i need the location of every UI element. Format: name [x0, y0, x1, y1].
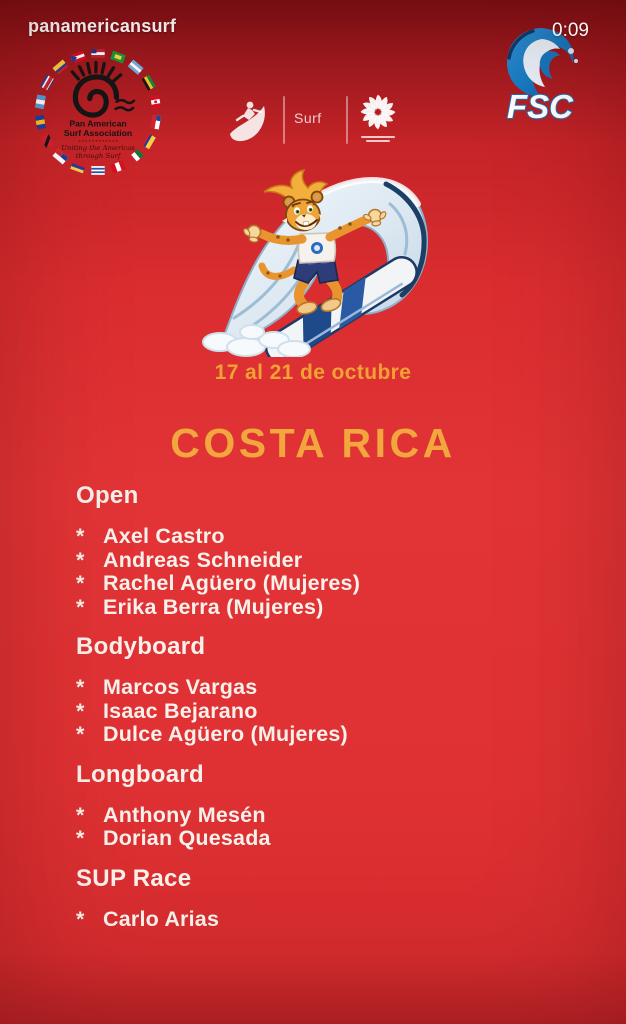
athlete-name: Axel Castro — [103, 524, 225, 548]
athlete-row — [76, 676, 596, 700]
games-swirl-icon — [356, 90, 400, 134]
athlete-name: Marcos Vargas — [103, 675, 258, 699]
section-title: Open — [76, 482, 139, 509]
athlete-name: Erika Berra (Mujeres) — [103, 594, 324, 619]
athlete-row — [76, 572, 596, 596]
bullet: * — [76, 547, 85, 572]
strip-divider — [283, 96, 285, 144]
athlete-row — [76, 525, 596, 549]
pasa-motto-line2: through Surf — [75, 151, 121, 160]
bullet: * — [76, 594, 85, 619]
surfer-icon — [226, 96, 272, 146]
roster-section-longboard — [76, 761, 596, 851]
athlete-name: Dulce Agüero (Mujeres) — [103, 722, 348, 746]
name-list — [76, 804, 596, 851]
bullet: * — [76, 802, 85, 827]
roster-section-open — [76, 482, 596, 619]
pasa-spiral-icon — [72, 63, 134, 116]
roster-section-bodyboard — [76, 633, 596, 747]
pasa-dot-separator — [79, 140, 118, 142]
athlete-row — [76, 549, 596, 573]
bullet: * — [76, 698, 85, 723]
athlete-row — [76, 908, 596, 932]
athlete-name: Isaac Bejarano — [103, 698, 258, 723]
athlete-name: Anthony Mesén — [103, 802, 266, 827]
bullet: * — [76, 524, 85, 548]
pasa-logo — [30, 44, 166, 180]
section-title: Longboard — [76, 760, 205, 788]
bullet: * — [76, 675, 85, 699]
story-timestamp: 0:09 — [552, 20, 589, 41]
name-list — [76, 676, 596, 747]
athlete-name: Dorian Quesada — [103, 826, 271, 850]
bullet: * — [76, 571, 85, 595]
athlete-name: Carlo Arias — [103, 906, 220, 931]
team-roster — [76, 482, 596, 931]
event-dates: 17 al 21 de octubre — [214, 361, 412, 384]
athlete-row — [76, 804, 596, 828]
fsc-acronym: FSC — [507, 88, 573, 124]
strip-divider — [346, 96, 348, 144]
name-list — [76, 908, 596, 932]
name-list — [76, 525, 596, 619]
story-username[interactable]: panamericansurf — [28, 16, 177, 36]
athlete-name: Rachel Agüero (Mujeres) — [103, 571, 361, 595]
athlete-name: Andreas Schneider — [103, 547, 303, 572]
surf-discipline-label: Surf — [294, 110, 322, 126]
section-title: Bodyboard — [76, 633, 206, 660]
athlete-row — [76, 596, 596, 620]
pasa-name-line1: Pan American — [69, 118, 127, 129]
bullet: * — [76, 722, 85, 746]
athlete-row — [76, 723, 596, 747]
pasa-motto-line1: Uniting the Americas — [61, 144, 135, 153]
bullet: * — [76, 826, 85, 850]
athlete-row — [76, 700, 596, 724]
mascot-illustration — [190, 142, 440, 357]
country-title: COSTA RICA — [170, 420, 456, 466]
pasa-name-line2: Surf Association — [63, 128, 133, 139]
roster-section-sup-race — [76, 865, 596, 932]
athlete-row — [76, 827, 596, 851]
section-title: SUP Race — [76, 864, 192, 892]
bullet: * — [76, 906, 85, 931]
